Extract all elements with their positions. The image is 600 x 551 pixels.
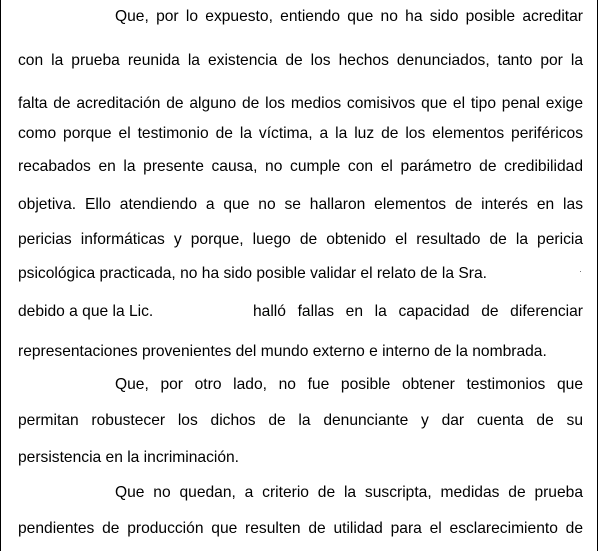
text-line: permitan robustecer los dichos de la denunciante y dar cuenta de su: [18, 412, 583, 429]
text-line: pericias informáticas y porque, luego de obtenido el resultado de la pericia: [18, 231, 583, 248]
text-line: pendientes de producción que resulten de utilidad para el esclarecimiento de: [18, 520, 583, 537]
text-line: objetiva. Ello atendiendo a que no se hallaron elementos de interés en las: [18, 196, 583, 213]
text-line: como porque el testimonio de la víctima, a la luz de los elementos periféricos: [18, 125, 583, 142]
text-line-start: debido a que la Lic.: [18, 303, 154, 320]
text-line: psicológica practicada, no ha sido posible validar el relato de la Sra.: [18, 265, 487, 282]
text-line: Que, por otro lado, no fue posible obtener testimonios que: [115, 376, 583, 393]
text-line: persistencia en la incriminación.: [18, 449, 240, 466]
text-line: con la prueba reunida la existencia de los hechos denunciados, tanto por la: [18, 52, 583, 69]
text-line-end: halló fallas en la capacidad de diferenciar: [253, 303, 583, 320]
text-line: recabados en la presente causa, no cumple con el parámetro de credibilidad: [18, 158, 583, 175]
text-line: representaciones provenientes del mundo externo e interno de la nombrada.: [18, 343, 547, 360]
text-line: Que no quedan, a criterio de la suscripta, medidas de prueba: [115, 484, 583, 501]
text-line: falta de acreditación de alguno de los medios comisivos que el tipo penal exige: [18, 95, 583, 112]
redaction-mark: [580, 271, 581, 272]
text-line: Que, por lo expuesto, entiendo que no ha sido posible acreditar: [115, 8, 583, 25]
